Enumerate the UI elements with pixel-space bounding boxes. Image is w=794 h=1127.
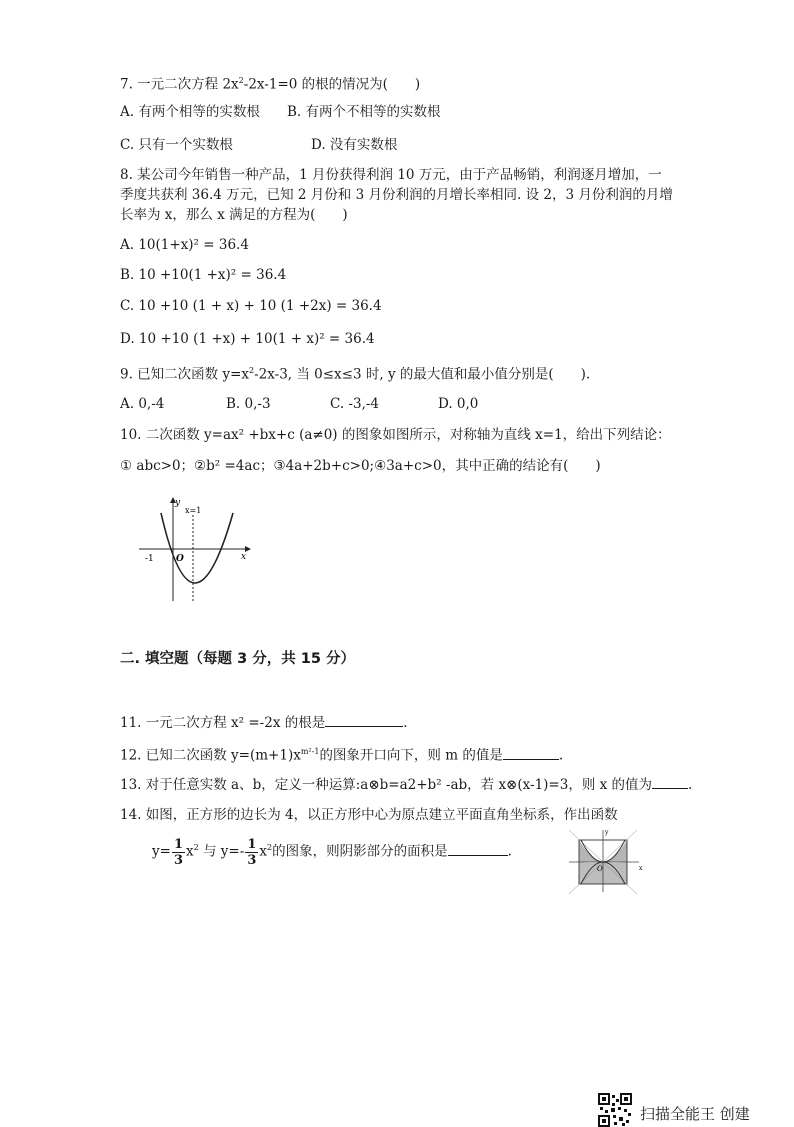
q10-x-label: x <box>241 552 247 562</box>
q13-answer-blank[interactable] <box>652 774 688 789</box>
q12-answer-blank[interactable] <box>503 745 559 760</box>
q10-y-label: y <box>175 498 181 508</box>
q7-option-d: D. 没有实数根 <box>311 137 398 153</box>
section-2-title: 二. 填空题（每题 3 分，共 15 分） <box>120 651 356 667</box>
q8-option-b: B. 10 +10(1 +x)² = 36.4 <box>120 267 287 283</box>
q10-parabola-figure <box>135 493 255 605</box>
q14-fraction-1: $\frac{1}{3}$ <box>173 836 183 868</box>
q14-y-label: y <box>605 829 609 836</box>
q14-square-figure <box>565 826 645 898</box>
q10-neg1-label: -1 <box>145 554 154 564</box>
q10-parabola-curve <box>161 513 233 583</box>
q10-stem-line1: 10. 二次函数 y=ax² +bx+c (a≠0) 的图象如图所示，对称轴为直线 x=1，给出下列结论： <box>120 427 671 443</box>
scanner-watermark: 扫描全能王 创建 <box>640 1105 750 1123</box>
q14-fraction-2: $\frac{1}{3}$ <box>247 836 257 868</box>
q8-option-d: D. 10 +10 (1 +x) + 10(1 + x)² = 36.4 <box>120 331 375 347</box>
q8-stem-line3: 长率为 x，那么 x 满足的方程为( ) <box>120 207 348 223</box>
q8-stem-line2: 季度共获利 36.4 万元，已知 2 月份和 3 月份利润的月增长率相同. 设 2，3 月份利润的月增 <box>120 187 673 203</box>
q9-option-c: C. -3,-4 <box>330 396 380 412</box>
q8-option-a: A. 10(1+x)² = 36.4 <box>120 237 249 253</box>
q9-option-d: D. 0,0 <box>438 396 479 412</box>
q7-option-b: B. 有两个不相等的实数根 <box>287 104 441 120</box>
q10-axis-label: x=1 <box>185 506 202 515</box>
q14-answer-blank[interactable] <box>448 841 508 856</box>
q8-option-c: C. 10 +10 (1 + x) + 10 (1 +2x) = 36.4 <box>120 298 382 314</box>
q7-option-c: C. 只有一个实数根 <box>120 137 233 153</box>
q14-origin-label: O <box>597 865 603 873</box>
q10-stem-line2: ① abc>0；②b² =4ac；③4a+2b+c>0;④3a+c>0，其中正确的结论有( ) <box>120 458 601 474</box>
q9-stem: 9. 已知二次函数 $y=x^2-2x-3$, 当 0≤x≤3 时, y 的最大值和最小值分别是( ). <box>120 366 591 383</box>
q11-answer-blank[interactable] <box>325 712 403 727</box>
q9-option-b: B. 0,-3 <box>226 396 271 412</box>
qr-code-icon <box>598 1093 632 1127</box>
q7-stem: 7. 一元二次方程 $2x^2-2x-1=0$ 的根的情况为( ) <box>120 76 421 93</box>
q10-origin-label: O <box>176 554 184 564</box>
q11-stem: 11. 一元二次方程 x² =-2x 的根是 . <box>120 712 408 732</box>
q7-option-a: A. 有两个相等的实数根 <box>120 104 260 120</box>
q14-stem-line1: 14. 如图，正方形的边长为 4，以正方形中心为原点建立平面直角坐标系，作出函数 <box>120 807 618 823</box>
q12-stem: 12. 已知二次函数 $y=(m+1)x^{m^2-1}$的图象开口向下，则 m 的值是 . <box>120 743 563 765</box>
q13-stem: 13. 对于任意实数 a、b，定义一种运算:a⊗b=a2+b² -ab，若 x⊗(x-1)=3，则 x 的值为 . <box>120 774 692 794</box>
q14-x-label: x <box>639 865 643 872</box>
q9-option-a: A. 0,-4 <box>120 396 165 412</box>
q14-stem-line2: y= $\frac{1}{3}$ $x^2$ 与 y=- $\frac{1}{3}$ $x^2$的图象，则阴影部分的面积是 . <box>152 836 512 868</box>
q8-stem-line1: 8. 某公司今年销售一种产品，1 月份获得利润 10 万元，由于产品畅销，利润逐月增加，一 <box>120 167 662 183</box>
